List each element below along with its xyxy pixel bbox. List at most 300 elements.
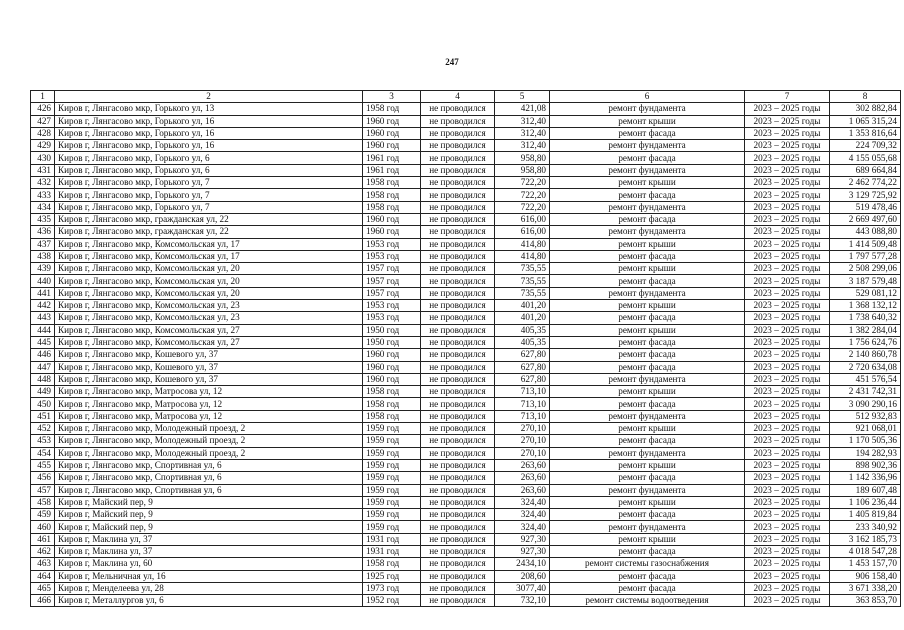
cost-cell: 1 738 640,32 (830, 312, 901, 324)
build-year-cell: 1959 год (363, 472, 421, 484)
address-cell: Киров г, Лянгасово мкр, Спортивная ул, 6 (55, 484, 363, 496)
address-cell: Киров г, Майский пер, 9 (55, 496, 363, 508)
table-row (31, 177, 901, 189)
row-index-cell: 444 (31, 324, 55, 336)
area-cell: 616,00 (495, 226, 550, 238)
area-cell: 324,40 (495, 521, 550, 533)
build-year-cell: 1958 год (363, 201, 421, 213)
area-cell: 312,40 (495, 140, 550, 152)
last-repair-cell: не проводился (421, 521, 495, 533)
area-cell: 263,60 (495, 472, 550, 484)
area-cell: 414,80 (495, 250, 550, 262)
build-year-cell: 1925 год (363, 570, 421, 582)
build-year-cell: 1958 год (363, 410, 421, 422)
row-index-cell: 460 (31, 521, 55, 533)
work-type-cell: ремонт крыши (550, 459, 745, 471)
column-number-row (31, 91, 901, 103)
area-cell: 270,10 (495, 435, 550, 447)
address-cell: Киров г, Лянгасово мкр, Кошевого ул, 37 (55, 349, 363, 361)
last-repair-cell: не проводился (421, 177, 495, 189)
last-repair-cell: не проводился (421, 140, 495, 152)
work-type-cell: ремонт крыши (550, 386, 745, 398)
work-type-cell: ремонт фундамента (550, 484, 745, 496)
build-year-cell: 1959 год (363, 423, 421, 435)
last-repair-cell: не проводился (421, 595, 495, 607)
work-type-cell: ремонт фундамента (550, 287, 745, 299)
address-cell: Киров г, Лянгасово мкр, Молодежный проезд, 2 (55, 423, 363, 435)
build-year-cell: 1973 год (363, 582, 421, 594)
work-type-cell: ремонт фасада (550, 213, 745, 225)
area-cell: 713,10 (495, 398, 550, 410)
area-cell: 414,80 (495, 238, 550, 250)
address-cell: Киров г, Лянгасово мкр, Горького ул, 7 (55, 189, 363, 201)
row-index-cell: 449 (31, 386, 55, 398)
cost-cell: 1 106 236,44 (830, 496, 901, 508)
period-cell: 2023 – 2025 годы (745, 386, 830, 398)
cost-cell: 1 382 284,04 (830, 324, 901, 336)
work-type-cell: ремонт фасада (550, 545, 745, 557)
row-index-cell: 454 (31, 447, 55, 459)
area-cell: 927,30 (495, 545, 550, 557)
last-repair-cell: не проводился (421, 287, 495, 299)
table-row (31, 164, 901, 176)
table-body (31, 91, 901, 607)
last-repair-cell: не проводился (421, 545, 495, 557)
cost-cell: 1 414 509,48 (830, 238, 901, 250)
address-cell: Киров г, Майский пер, 9 (55, 521, 363, 533)
cost-cell: 512 932,83 (830, 410, 901, 422)
work-type-cell: ремонт фундамента (550, 103, 745, 115)
build-year-cell: 1958 год (363, 558, 421, 570)
address-cell: Киров г, Маклина ул, 37 (55, 545, 363, 557)
build-year-cell: 1960 год (363, 226, 421, 238)
cost-cell: 3 162 185,73 (830, 533, 901, 545)
table-row (31, 103, 901, 115)
last-repair-cell: не проводился (421, 263, 495, 275)
work-type-cell: ремонт крыши (550, 324, 745, 336)
build-year-cell: 1960 год (363, 127, 421, 139)
period-cell: 2023 – 2025 годы (745, 398, 830, 410)
address-cell: Киров г, Маклина ул, 37 (55, 533, 363, 545)
cost-cell: 224 709,32 (830, 140, 901, 152)
address-cell: Киров г, Майский пер, 9 (55, 509, 363, 521)
row-index-cell: 466 (31, 595, 55, 607)
cost-cell: 3 187 579,48 (830, 275, 901, 287)
cost-cell: 1 797 577,28 (830, 250, 901, 262)
cost-cell: 2 462 774,22 (830, 177, 901, 189)
build-year-cell: 1959 год (363, 435, 421, 447)
last-repair-cell: не проводился (421, 570, 495, 582)
area-cell: 3077,40 (495, 582, 550, 594)
cost-cell: 363 853,70 (830, 595, 901, 607)
period-cell: 2023 – 2025 годы (745, 521, 830, 533)
area-cell: 401,20 (495, 312, 550, 324)
table-row (31, 435, 901, 447)
period-cell: 2023 – 2025 годы (745, 312, 830, 324)
last-repair-cell: не проводился (421, 275, 495, 287)
cost-cell: 1 065 315,24 (830, 115, 901, 127)
row-index-cell: 457 (31, 484, 55, 496)
work-type-cell: ремонт фундамента (550, 140, 745, 152)
table-row (31, 521, 901, 533)
period-cell: 2023 – 2025 годы (745, 484, 830, 496)
address-cell: Киров г, Лянгасово мкр, гражданская ул, 22 (55, 226, 363, 238)
last-repair-cell: не проводился (421, 226, 495, 238)
row-index-cell: 463 (31, 558, 55, 570)
area-cell: 405,35 (495, 336, 550, 348)
row-index-cell: 448 (31, 373, 55, 385)
period-cell: 2023 – 2025 годы (745, 103, 830, 115)
row-index-cell: 435 (31, 213, 55, 225)
table-row (31, 582, 901, 594)
address-cell: Киров г, Маклина ул, 60 (55, 558, 363, 570)
build-year-cell: 1957 год (363, 275, 421, 287)
table-row (31, 558, 901, 570)
work-type-cell: ремонт фасада (550, 398, 745, 410)
work-type-cell: ремонт фасада (550, 349, 745, 361)
row-index-cell: 439 (31, 263, 55, 275)
period-cell: 2023 – 2025 годы (745, 373, 830, 385)
table-row (31, 545, 901, 557)
area-cell: 616,00 (495, 213, 550, 225)
period-cell: 2023 – 2025 годы (745, 435, 830, 447)
work-type-cell: ремонт крыши (550, 177, 745, 189)
build-year-cell: 1959 год (363, 509, 421, 521)
build-year-cell: 1931 год (363, 533, 421, 545)
table-row (31, 570, 901, 582)
last-repair-cell: не проводился (421, 435, 495, 447)
row-index-cell: 456 (31, 472, 55, 484)
table-row (31, 140, 901, 152)
address-cell: Киров г, Лянгасово мкр, Комсомольская ул, 17 (55, 250, 363, 262)
last-repair-cell: не проводился (421, 336, 495, 348)
area-cell: 405,35 (495, 324, 550, 336)
work-type-cell: ремонт фасада (550, 127, 745, 139)
build-year-cell: 1957 год (363, 263, 421, 275)
build-year-cell: 1959 год (363, 496, 421, 508)
table-row (31, 201, 901, 213)
page-number: 247 (445, 57, 459, 67)
period-cell: 2023 – 2025 годы (745, 213, 830, 225)
work-type-cell: ремонт крыши (550, 533, 745, 545)
build-year-cell: 1959 год (363, 484, 421, 496)
area-cell: 312,40 (495, 127, 550, 139)
period-cell: 2023 – 2025 годы (745, 275, 830, 287)
cost-cell: 451 576,54 (830, 373, 901, 385)
work-type-cell: ремонт крыши (550, 300, 745, 312)
address-cell: Киров г, Лянгасово мкр, Горького ул, 16 (55, 140, 363, 152)
address-cell: Киров г, Лянгасово мкр, Горького ул, 13 (55, 103, 363, 115)
cost-cell: 2 720 634,08 (830, 361, 901, 373)
build-year-cell: 1950 год (363, 336, 421, 348)
period-cell: 2023 – 2025 годы (745, 459, 830, 471)
table-row (31, 263, 901, 275)
work-type-cell: ремонт фундамента (550, 226, 745, 238)
address-cell: Киров г, Мельничная ул, 16 (55, 570, 363, 582)
table-row (31, 324, 901, 336)
last-repair-cell: не проводился (421, 582, 495, 594)
area-cell: 958,80 (495, 152, 550, 164)
build-year-cell: 1960 год (363, 213, 421, 225)
area-cell: 713,10 (495, 386, 550, 398)
build-year-cell: 1961 год (363, 152, 421, 164)
row-index-cell: 433 (31, 189, 55, 201)
work-type-cell: ремонт фасада (550, 189, 745, 201)
table-row (31, 361, 901, 373)
table-row (31, 509, 901, 521)
work-type-cell: ремонт фасада (550, 152, 745, 164)
row-index-cell: 462 (31, 545, 55, 557)
build-year-cell: 1931 год (363, 545, 421, 557)
cost-cell: 519 478,46 (830, 201, 901, 213)
address-cell: Киров г, Лянгасово мкр, Горького ул, 7 (55, 201, 363, 213)
column-number: 1 (31, 91, 55, 103)
address-cell: Киров г, Лянгасово мкр, Спортивная ул, 6 (55, 472, 363, 484)
table-row (31, 336, 901, 348)
row-index-cell: 429 (31, 140, 55, 152)
table-row (31, 398, 901, 410)
row-index-cell: 465 (31, 582, 55, 594)
address-cell: Киров г, Менделеева ул, 28 (55, 582, 363, 594)
build-year-cell: 1960 год (363, 373, 421, 385)
row-index-cell: 430 (31, 152, 55, 164)
address-cell: Киров г, Металлургов ул, 6 (55, 595, 363, 607)
last-repair-cell: не проводился (421, 127, 495, 139)
row-index-cell: 431 (31, 164, 55, 176)
cost-cell: 4 155 055,68 (830, 152, 901, 164)
work-type-cell: ремонт фундамента (550, 201, 745, 213)
build-year-cell: 1960 год (363, 349, 421, 361)
cost-cell: 302 882,84 (830, 103, 901, 115)
work-type-cell: ремонт фундамента (550, 447, 745, 459)
last-repair-cell: не проводился (421, 533, 495, 545)
work-type-cell: ремонт фасада (550, 275, 745, 287)
row-index-cell: 436 (31, 226, 55, 238)
area-cell: 732,10 (495, 595, 550, 607)
build-year-cell: 1958 год (363, 386, 421, 398)
area-cell: 722,20 (495, 201, 550, 213)
build-year-cell: 1958 год (363, 103, 421, 115)
area-cell: 208,60 (495, 570, 550, 582)
last-repair-cell: не проводился (421, 238, 495, 250)
work-type-cell: ремонт фундамента (550, 410, 745, 422)
table-row (31, 423, 901, 435)
address-cell: Киров г, Лянгасово мкр, Комсомольская ул, 27 (55, 336, 363, 348)
cost-cell: 194 282,93 (830, 447, 901, 459)
column-number: 4 (421, 91, 495, 103)
work-type-cell: ремонт фундамента (550, 164, 745, 176)
column-number: 3 (363, 91, 421, 103)
area-cell: 722,20 (495, 177, 550, 189)
area-cell: 401,20 (495, 300, 550, 312)
column-number: 5 (495, 91, 550, 103)
row-index-cell: 441 (31, 287, 55, 299)
last-repair-cell: не проводился (421, 300, 495, 312)
work-type-cell: ремонт фундамента (550, 373, 745, 385)
area-cell: 2434,10 (495, 558, 550, 570)
cost-cell: 189 607,48 (830, 484, 901, 496)
period-cell: 2023 – 2025 годы (745, 472, 830, 484)
last-repair-cell: не проводился (421, 484, 495, 496)
cost-cell: 2 140 860,78 (830, 349, 901, 361)
build-year-cell: 1953 год (363, 238, 421, 250)
area-cell: 263,60 (495, 459, 550, 471)
table-row (31, 189, 901, 201)
cost-cell: 2 431 742,31 (830, 386, 901, 398)
build-year-cell: 1952 год (363, 595, 421, 607)
row-index-cell: 450 (31, 398, 55, 410)
work-type-cell: ремонт фасада (550, 250, 745, 262)
period-cell: 2023 – 2025 годы (745, 509, 830, 521)
table-row (31, 312, 901, 324)
area-cell: 270,10 (495, 423, 550, 435)
last-repair-cell: не проводился (421, 152, 495, 164)
area-cell: 735,55 (495, 263, 550, 275)
table-row (31, 484, 901, 496)
build-year-cell: 1953 год (363, 300, 421, 312)
table-row (31, 275, 901, 287)
address-cell: Киров г, Лянгасово мкр, Комсомольская ул, 17 (55, 238, 363, 250)
build-year-cell: 1953 год (363, 250, 421, 262)
build-year-cell: 1959 год (363, 447, 421, 459)
table-row (31, 373, 901, 385)
address-cell: Киров г, Лянгасово мкр, Комсомольская ул, 20 (55, 263, 363, 275)
last-repair-cell: не проводился (421, 447, 495, 459)
table-row (31, 115, 901, 127)
last-repair-cell: не проводился (421, 250, 495, 262)
table-row (31, 238, 901, 250)
area-cell: 263,60 (495, 484, 550, 496)
period-cell: 2023 – 2025 годы (745, 250, 830, 262)
work-type-cell: ремонт фасада (550, 435, 745, 447)
period-cell: 2023 – 2025 годы (745, 496, 830, 508)
last-repair-cell: не проводился (421, 349, 495, 361)
last-repair-cell: не проводился (421, 398, 495, 410)
address-cell: Киров г, Лянгасово мкр, Горького ул, 7 (55, 177, 363, 189)
period-cell: 2023 – 2025 годы (745, 349, 830, 361)
row-index-cell: 427 (31, 115, 55, 127)
work-type-cell: ремонт фасада (550, 570, 745, 582)
address-cell: Киров г, Лянгасово мкр, Матросова ул, 12 (55, 386, 363, 398)
row-index-cell: 452 (31, 423, 55, 435)
period-cell: 2023 – 2025 годы (745, 127, 830, 139)
period-cell: 2023 – 2025 годы (745, 336, 830, 348)
row-index-cell: 459 (31, 509, 55, 521)
work-type-cell: ремонт фасада (550, 336, 745, 348)
period-cell: 2023 – 2025 годы (745, 447, 830, 459)
build-year-cell: 1950 год (363, 324, 421, 336)
build-year-cell: 1959 год (363, 459, 421, 471)
address-cell: Киров г, Лянгасово мкр, Комсомольская ул, 23 (55, 300, 363, 312)
cost-cell: 906 158,40 (830, 570, 901, 582)
cost-cell: 689 664,84 (830, 164, 901, 176)
table-row (31, 213, 901, 225)
last-repair-cell: не проводился (421, 361, 495, 373)
table-row (31, 127, 901, 139)
build-year-cell: 1961 год (363, 164, 421, 176)
period-cell: 2023 – 2025 годы (745, 287, 830, 299)
cost-cell: 3 671 338,20 (830, 582, 901, 594)
work-type-cell: ремонт крыши (550, 423, 745, 435)
build-year-cell: 1958 год (363, 177, 421, 189)
period-cell: 2023 – 2025 годы (745, 423, 830, 435)
period-cell: 2023 – 2025 годы (745, 226, 830, 238)
cost-cell: 1 453 157,70 (830, 558, 901, 570)
address-cell: Киров г, Лянгасово мкр, Горького ул, 6 (55, 152, 363, 164)
table-row (31, 410, 901, 422)
area-cell: 627,80 (495, 349, 550, 361)
period-cell: 2023 – 2025 годы (745, 324, 830, 336)
cost-cell: 2 508 299,06 (830, 263, 901, 275)
period-cell: 2023 – 2025 годы (745, 152, 830, 164)
area-cell: 627,80 (495, 373, 550, 385)
address-cell: Киров г, Лянгасово мкр, Спортивная ул, 6 (55, 459, 363, 471)
table-row (31, 287, 901, 299)
work-type-cell: ремонт фасада (550, 509, 745, 521)
cost-cell: 1 405 819,84 (830, 509, 901, 521)
row-index-cell: 461 (31, 533, 55, 545)
row-index-cell: 426 (31, 103, 55, 115)
cost-cell: 529 081,12 (830, 287, 901, 299)
address-cell: Киров г, Лянгасово мкр, Комсомольская ул, 23 (55, 312, 363, 324)
table-row (31, 250, 901, 262)
period-cell: 2023 – 2025 годы (745, 177, 830, 189)
cost-cell: 1 142 336,96 (830, 472, 901, 484)
address-cell: Киров г, Лянгасово мкр, Горького ул, 16 (55, 115, 363, 127)
last-repair-cell: не проводился (421, 423, 495, 435)
period-cell: 2023 – 2025 годы (745, 300, 830, 312)
table-row (31, 496, 901, 508)
row-index-cell: 453 (31, 435, 55, 447)
last-repair-cell: не проводился (421, 213, 495, 225)
build-year-cell: 1953 год (363, 312, 421, 324)
row-index-cell: 440 (31, 275, 55, 287)
build-year-cell: 1959 год (363, 521, 421, 533)
table-row (31, 472, 901, 484)
period-cell: 2023 – 2025 годы (745, 558, 830, 570)
row-index-cell: 438 (31, 250, 55, 262)
cost-cell: 898 902,36 (830, 459, 901, 471)
last-repair-cell: не проводился (421, 164, 495, 176)
area-cell: 324,40 (495, 496, 550, 508)
period-cell: 2023 – 2025 годы (745, 140, 830, 152)
last-repair-cell: не проводился (421, 459, 495, 471)
row-index-cell: 437 (31, 238, 55, 250)
build-year-cell: 1960 год (363, 140, 421, 152)
address-cell: Киров г, Лянгасово мкр, Комсомольская ул, 20 (55, 287, 363, 299)
row-index-cell: 447 (31, 361, 55, 373)
table-row (31, 595, 901, 607)
last-repair-cell: не проводился (421, 386, 495, 398)
address-cell: Киров г, Лянгасово мкр, Матросова ул, 12 (55, 398, 363, 410)
table-row (31, 152, 901, 164)
last-repair-cell: не проводился (421, 509, 495, 521)
address-cell: Киров г, Лянгасово мкр, Молодежный проезд, 2 (55, 435, 363, 447)
row-index-cell: 428 (31, 127, 55, 139)
build-year-cell: 1960 год (363, 361, 421, 373)
work-type-cell: ремонт крыши (550, 263, 745, 275)
work-type-cell: ремонт фасада (550, 582, 745, 594)
cost-cell: 1 756 624,76 (830, 336, 901, 348)
period-cell: 2023 – 2025 годы (745, 410, 830, 422)
period-cell: 2023 – 2025 годы (745, 570, 830, 582)
period-cell: 2023 – 2025 годы (745, 545, 830, 557)
last-repair-cell: не проводился (421, 472, 495, 484)
period-cell: 2023 – 2025 годы (745, 263, 830, 275)
area-cell: 958,80 (495, 164, 550, 176)
cost-cell: 233 340,92 (830, 521, 901, 533)
area-cell: 735,55 (495, 287, 550, 299)
